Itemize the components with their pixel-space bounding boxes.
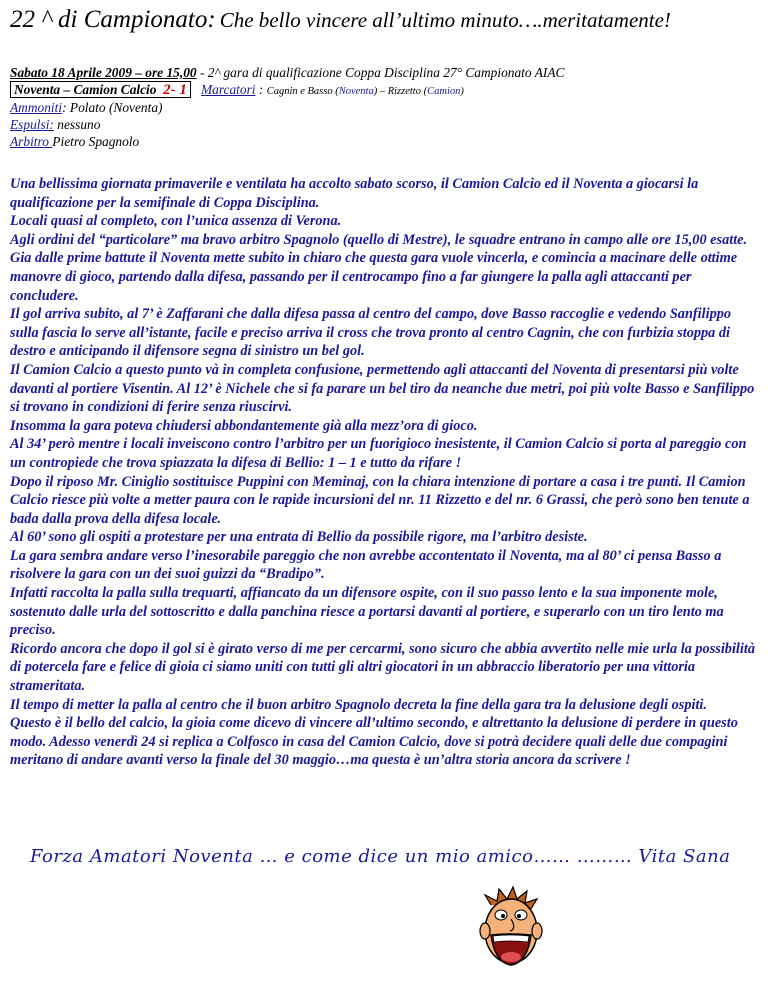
scorers-list <box>267 86 464 97</box>
match-date-row <box>10 65 760 82</box>
scorers-team-b: Camion <box>427 85 461 97</box>
title-subtitle: Che bello vincere all’ultimo minuto….meritatamente! <box>219 8 671 32</box>
article-paragraph: Locali quasi al completo, con l’unica assenza di Verona. <box>10 213 342 230</box>
match-result-row <box>10 82 760 101</box>
article-paragraph: Al 60’ sono gli ospiti a protestare per una entrata di Bellio da possibile rigore, ma l’arbitro desiste. <box>10 529 588 546</box>
booked-label[interactable]: Ammoniti <box>10 100 63 116</box>
scorers-part-a: Cagnin e Basso ( <box>266 85 339 97</box>
article-paragraph: Una bellissima giornata primaverile e ventilata ha accolto sabato scorso, il Camion Calcio ed il Noventa a giocarsi la qualificazione per la semifinale di Coppa Disciplina. <box>10 176 699 211</box>
article-paragraph: Questo è il bello del calcio, la gioia come dicevo di vincere all’ultimo secondo, e altrettanto la delusione di perdere in questo modo. Adesso venerdì 24 si replica a Colfosco in casa del Camion Calcio, dove si potrà decidere quali delle due compagini meritano di andare avanti verso la finale del 30 maggio…ma questa è un’altra storia ancora da scrivere ! <box>10 715 738 769</box>
scorers-part-b: ) – Rizzetto ( <box>373 85 428 97</box>
article-paragraph: Dopo il riposo Mr. Ciniglio sostituisce Puppini con Meminaj, con la chiara intenzione di portare a casa i tre punti. Il Camion Calcio riesce più volte a metter paura con le rapide incursioni del nr. 11 Rizzetto e del nr. 6 Grassi, che però sono ben tenute a bada dalla prova della difesa locale. <box>10 473 750 527</box>
article-paragraph: La gara sembra andare verso l’inesorabile pareggio che non avrebbe accontentato il Noventa, ma al 80’ ci pensa Basso a risolvere la gara con un dei suoi guizzi da “Bradipo”. <box>10 547 722 583</box>
match-date: Sabato 18 Aprile 2009 – ore 15,00 <box>10 65 197 80</box>
sentoff-row <box>10 117 760 134</box>
booked-row <box>10 100 760 117</box>
article-paragraph: Insomma la gara poteva chiudersi abbondantemente già alla mezz’ora di gioco. <box>10 417 478 434</box>
match-score: 2- 1 <box>163 81 187 98</box>
signature: Forza Amatori Noventa … e come dice un mio amico…… ……… Vita Sana <box>30 846 731 867</box>
article-paragraph: Il tempo di metter la palla al centro che il buon arbitro Spagnolo decreta la fine della gara tra la delusione degli ospiti. <box>10 696 707 713</box>
article-paragraph: Il gol arriva subito, al 7’ è Zaffarani che dalla difesa passa al centro del campo, dove Basso raccoglie e vedendo Sanfilippo sulla fascia lo serve all’istante, facile e preciso arriva il cross che trova pronto al centro Cagnin, che con furbizia stoppa di destro e anticipando il difensore segna di sinistro un bel gol. <box>10 306 732 360</box>
booked-value: : Polato (Noventa) <box>62 100 163 116</box>
referee-label[interactable]: Arbitro <box>10 133 53 149</box>
scorers-part-c: ) <box>460 85 464 97</box>
referee-value: Pietro Spagnolo <box>52 133 140 149</box>
title-lead: 22 ^ di Campionato: <box>10 6 216 33</box>
article-paragraph: Infatti raccolta la palla sulla trequarti, affiancato da un difensore ospite, con il suo passo lento e la sua imponente mole, sostenuto dalle urla del sottoscritto e dalla panchina riesce a portarsi davanti al portiere, e superarlo con un tiro lento ma preciso. <box>10 585 724 639</box>
article-paragraph: Al 34’ però mentre i locali inveiscono contro l’arbitro per un fuorigioco inesistente, il Camion Calcio si porta al pareggio con un contropiede che trova spiazzata la difesa di Bellio: 1 – 1 e tutto da rifare ! <box>10 436 747 471</box>
article-body <box>10 175 758 770</box>
match-info <box>10 65 760 151</box>
article-paragraph: Agli ordini del “particolare” ma bravo arbitro Spagnolo (quello di Mestre), le squadre entrano in campo alle ore 15,00 esatte. <box>10 231 748 248</box>
match-description: - 2^ gara di qualificazione Coppa Disciplina 27° Campionato AIAC <box>196 65 565 80</box>
article-paragraph: Gia dalle prime battute il Noventa mette subito in chiaro che questa gara vuole vincerla, e comincia a macinare delle ottime manovre di gioco, partendo dalla difesa, passando per il centrocampo fino a far giungere la palla agli attaccanti per concludere. <box>10 250 738 304</box>
laughing-face-icon <box>477 885 549 973</box>
sentoff-label[interactable]: Espulsi: <box>10 117 54 133</box>
scorers-sep: : <box>255 81 267 97</box>
referee-row <box>10 134 760 151</box>
match-teams: Noventa – Camion Calcio <box>14 81 157 97</box>
article-paragraph: Il Camion Calcio a questo punto và in completa confusione, permettendo agli attaccanti del Noventa di presentarsi più volte davanti al portiere Visentin. Al 12’ è Nichele che si fa parare un bel tiro da neanche due metri, poi più volte Basso e Sanfilippo si trovano in condizioni di ferire senza riuscirvi. <box>10 361 755 416</box>
page-title <box>10 6 671 34</box>
scorers-team-a: Noventa <box>338 85 374 97</box>
article-paragraph: Ricordo ancora che dopo il gol si è girato verso di me per cercarmi, sono sicuro che abbia avvertito nelle mie urla la possibilità di potercela fare e felice di gioia ci siamo uniti con tutti gli altri giocatori in un abbraccio liberatorio per una vittoria strameritata. <box>10 640 755 695</box>
scorers-label[interactable]: Marcatori <box>200 81 256 97</box>
sentoff-value: nessuno <box>53 117 101 133</box>
result-box <box>10 81 191 98</box>
